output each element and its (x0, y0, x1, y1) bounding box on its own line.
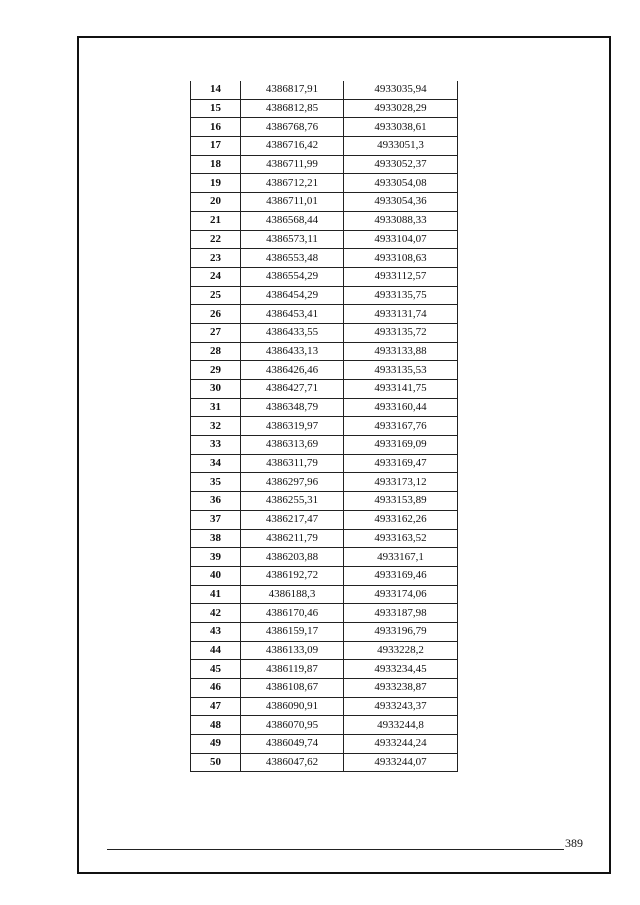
point-number-cell: 25 (191, 286, 241, 305)
table-row (191, 660, 458, 679)
point-number-cell: 34 (191, 454, 241, 473)
y-coordinate-cell: 4933054,36 (344, 193, 458, 212)
coordinates-table-body (191, 81, 458, 772)
x-coordinate-cell: 4386433,13 (241, 342, 344, 361)
table-row (191, 436, 458, 455)
point-number-cell: 35 (191, 473, 241, 492)
point-number-cell: 30 (191, 380, 241, 399)
x-coordinate-cell: 4386554,29 (241, 267, 344, 286)
table-row (191, 585, 458, 604)
point-number-cell: 29 (191, 361, 241, 380)
table-row (191, 454, 458, 473)
table-row (191, 193, 458, 212)
point-number-cell: 19 (191, 174, 241, 193)
y-coordinate-cell: 4933038,61 (344, 118, 458, 137)
table-row (191, 211, 458, 230)
table-row (191, 137, 458, 156)
y-coordinate-cell: 4933244,24 (344, 735, 458, 754)
point-number-cell: 42 (191, 604, 241, 623)
y-coordinate-cell: 4933196,79 (344, 622, 458, 641)
point-number-cell: 40 (191, 566, 241, 585)
x-coordinate-cell: 4386812,85 (241, 99, 344, 118)
point-number-cell: 32 (191, 417, 241, 436)
x-coordinate-cell: 4386090,91 (241, 697, 344, 716)
x-coordinate-cell: 4386170,46 (241, 604, 344, 623)
point-number-cell: 50 (191, 753, 241, 772)
table-row (191, 249, 458, 268)
table-row (191, 267, 458, 286)
x-coordinate-cell: 4386049,74 (241, 735, 344, 754)
table-row (191, 417, 458, 436)
point-number-cell: 49 (191, 735, 241, 754)
table-row (191, 566, 458, 585)
x-coordinate-cell: 4386568,44 (241, 211, 344, 230)
point-number-cell: 43 (191, 622, 241, 641)
point-number-cell: 20 (191, 193, 241, 212)
x-coordinate-cell: 4386553,48 (241, 249, 344, 268)
table-row (191, 473, 458, 492)
y-coordinate-cell: 4933133,88 (344, 342, 458, 361)
x-coordinate-cell: 4386297,96 (241, 473, 344, 492)
y-coordinate-cell: 4933035,94 (344, 81, 458, 99)
table-row (191, 323, 458, 342)
x-coordinate-cell: 4386712,21 (241, 174, 344, 193)
y-coordinate-cell: 4933052,37 (344, 155, 458, 174)
y-coordinate-cell: 4933088,33 (344, 211, 458, 230)
point-number-cell: 44 (191, 641, 241, 660)
point-number-cell: 18 (191, 155, 241, 174)
table-row (191, 342, 458, 361)
y-coordinate-cell: 4933054,08 (344, 174, 458, 193)
table-row (191, 735, 458, 754)
x-coordinate-cell: 4386211,79 (241, 529, 344, 548)
y-coordinate-cell: 4933141,75 (344, 380, 458, 399)
x-coordinate-cell: 4386711,99 (241, 155, 344, 174)
table-row (191, 716, 458, 735)
table-row (191, 510, 458, 529)
y-coordinate-cell: 4933169,46 (344, 566, 458, 585)
footer-rule (107, 849, 564, 850)
point-number-cell: 37 (191, 510, 241, 529)
point-number-cell: 16 (191, 118, 241, 137)
y-coordinate-cell: 4933169,09 (344, 436, 458, 455)
x-coordinate-cell: 4386454,29 (241, 286, 344, 305)
y-coordinate-cell: 4933135,75 (344, 286, 458, 305)
table-row (191, 118, 458, 137)
y-coordinate-cell: 4933135,72 (344, 323, 458, 342)
x-coordinate-cell: 4386348,79 (241, 398, 344, 417)
table-row (191, 230, 458, 249)
point-number-cell: 41 (191, 585, 241, 604)
x-coordinate-cell: 4386047,62 (241, 753, 344, 772)
x-coordinate-cell: 4386159,17 (241, 622, 344, 641)
x-coordinate-cell: 4386311,79 (241, 454, 344, 473)
table-row (191, 380, 458, 399)
point-number-cell: 31 (191, 398, 241, 417)
table-row (191, 604, 458, 623)
x-coordinate-cell: 4386203,88 (241, 548, 344, 567)
table-row (191, 286, 458, 305)
table-row (191, 99, 458, 118)
y-coordinate-cell: 4933238,87 (344, 679, 458, 698)
point-number-cell: 48 (191, 716, 241, 735)
x-coordinate-cell: 4386768,76 (241, 118, 344, 137)
page-number: 389 (565, 836, 583, 850)
y-coordinate-cell: 4933051,3 (344, 137, 458, 156)
y-coordinate-cell: 4933162,26 (344, 510, 458, 529)
coordinates-table (190, 81, 458, 772)
table-row (191, 361, 458, 380)
x-coordinate-cell: 4386188,3 (241, 585, 344, 604)
point-number-cell: 39 (191, 548, 241, 567)
table-row (191, 81, 458, 99)
x-coordinate-cell: 4386573,11 (241, 230, 344, 249)
y-coordinate-cell: 4933135,53 (344, 361, 458, 380)
point-number-cell: 21 (191, 211, 241, 230)
point-number-cell: 14 (191, 81, 241, 99)
point-number-cell: 24 (191, 267, 241, 286)
table-row (191, 697, 458, 716)
y-coordinate-cell: 4933244,8 (344, 716, 458, 735)
y-coordinate-cell: 4933243,37 (344, 697, 458, 716)
point-number-cell: 38 (191, 529, 241, 548)
y-coordinate-cell: 4933167,76 (344, 417, 458, 436)
y-coordinate-cell: 4933234,45 (344, 660, 458, 679)
y-coordinate-cell: 4933163,52 (344, 529, 458, 548)
y-coordinate-cell: 4933244,07 (344, 753, 458, 772)
table-row (191, 155, 458, 174)
point-number-cell: 15 (191, 99, 241, 118)
y-coordinate-cell: 4933187,98 (344, 604, 458, 623)
point-number-cell: 46 (191, 679, 241, 698)
point-number-cell: 26 (191, 305, 241, 324)
y-coordinate-cell: 4933112,57 (344, 267, 458, 286)
point-number-cell: 17 (191, 137, 241, 156)
point-number-cell: 28 (191, 342, 241, 361)
y-coordinate-cell: 4933108,63 (344, 249, 458, 268)
table-row (191, 174, 458, 193)
x-coordinate-cell: 4386427,71 (241, 380, 344, 399)
point-number-cell: 22 (191, 230, 241, 249)
y-coordinate-cell: 4933169,47 (344, 454, 458, 473)
point-number-cell: 27 (191, 323, 241, 342)
y-coordinate-cell: 4933028,29 (344, 99, 458, 118)
table-row (191, 641, 458, 660)
x-coordinate-cell: 4386817,91 (241, 81, 344, 99)
x-coordinate-cell: 4386711,01 (241, 193, 344, 212)
x-coordinate-cell: 4386133,09 (241, 641, 344, 660)
x-coordinate-cell: 4386255,31 (241, 492, 344, 511)
x-coordinate-cell: 4386433,55 (241, 323, 344, 342)
point-number-cell: 47 (191, 697, 241, 716)
x-coordinate-cell: 4386217,47 (241, 510, 344, 529)
y-coordinate-cell: 4933174,06 (344, 585, 458, 604)
table-row (191, 305, 458, 324)
x-coordinate-cell: 4386108,67 (241, 679, 344, 698)
x-coordinate-cell: 4386192,72 (241, 566, 344, 585)
point-number-cell: 36 (191, 492, 241, 511)
point-number-cell: 45 (191, 660, 241, 679)
table-row (191, 679, 458, 698)
y-coordinate-cell: 4933153,89 (344, 492, 458, 511)
table-row (191, 398, 458, 417)
table-row (191, 753, 458, 772)
y-coordinate-cell: 4933131,74 (344, 305, 458, 324)
x-coordinate-cell: 4386716,42 (241, 137, 344, 156)
table-row (191, 492, 458, 511)
point-number-cell: 23 (191, 249, 241, 268)
x-coordinate-cell: 4386119,87 (241, 660, 344, 679)
x-coordinate-cell: 4386319,97 (241, 417, 344, 436)
x-coordinate-cell: 4386453,41 (241, 305, 344, 324)
y-coordinate-cell: 4933167,1 (344, 548, 458, 567)
table-row (191, 529, 458, 548)
point-number-cell: 33 (191, 436, 241, 455)
y-coordinate-cell: 4933104,07 (344, 230, 458, 249)
x-coordinate-cell: 4386426,46 (241, 361, 344, 380)
x-coordinate-cell: 4386070,95 (241, 716, 344, 735)
y-coordinate-cell: 4933228,2 (344, 641, 458, 660)
y-coordinate-cell: 4933160,44 (344, 398, 458, 417)
table-row (191, 622, 458, 641)
table-row (191, 548, 458, 567)
y-coordinate-cell: 4933173,12 (344, 473, 458, 492)
x-coordinate-cell: 4386313,69 (241, 436, 344, 455)
